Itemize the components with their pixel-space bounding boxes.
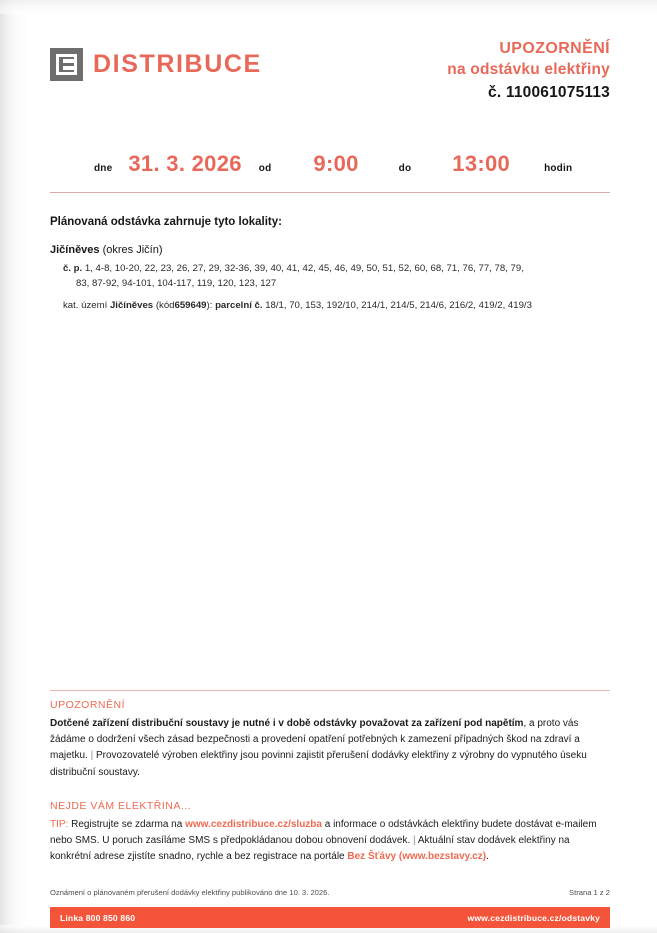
parcels-label: parcelní č.: [215, 300, 263, 312]
localities-section: [50, 216, 612, 314]
tip-link-bezstavy-name[interactable]: Bez Šťávy: [347, 851, 397, 863]
parcels-values: 18/1, 70, 153, 192/10, 214/1, 214/5, 214/6, 216/2, 419/2, 419/3: [265, 300, 532, 312]
warning-section: [50, 699, 610, 781]
cadastral-name: Jičíněves: [109, 300, 154, 312]
document-sheet: [30, 14, 627, 925]
label-to: do: [398, 163, 412, 174]
hotline-number: Linka 800 850 860: [60, 912, 136, 923]
house-numbers-label: č. p.: [63, 263, 83, 274]
footer-website[interactable]: www.cezdistribuce.cz/odstavky: [467, 912, 600, 923]
tip-text-1: Registrujte se zdarma na: [71, 819, 183, 830]
tip-text-3: Aktuální stav dodávek elektřiny na konkrétní adrese zjistíte snadno, rychle a bez registrace na portále: [50, 835, 570, 863]
brand-wordmark: DISTRIBUCE: [93, 50, 262, 78]
page-number: Strana 1 z 2: [569, 888, 610, 897]
cadastral-prefix: kat. území: [63, 300, 108, 312]
notice-title-line2: na odstávku elektřiny: [447, 60, 610, 78]
publication-note: Oznámení o plánovaném přerušení dodávky elektřiny publikováno dne 10. 3. 2026.: [50, 888, 330, 897]
label-from: od: [258, 163, 272, 174]
tip-text-4: .: [486, 851, 489, 863]
outage-date: 31. 3. 2026: [128, 151, 242, 176]
outage-schedule: [50, 151, 610, 193]
label-date: dne: [94, 163, 113, 174]
cadastral-code: 659649: [174, 300, 207, 312]
tip-section: [50, 800, 610, 866]
localities-title: Plánovaná odstávka zahrnuje tyto lokality:: [50, 216, 282, 228]
tip-text-2: a informace o odstávkách elektřiny budete dostávat e-mailem nebo SMS. U poruch zasíláme SMS s předpokládanou dobou obnovení dodávek.: [50, 819, 597, 847]
document-header: [50, 38, 610, 112]
notice-title-block: [447, 38, 610, 103]
house-numbers-block: [50, 262, 612, 291]
notice-number: č. 110061075113: [488, 83, 610, 101]
municipality-district: (okres Jičín): [102, 244, 163, 256]
tip-label: TIP:: [50, 819, 69, 830]
cadastral-code-suffix: ):: [206, 300, 213, 312]
warning-bold-text: Dotčené zařízení distribuční soustavy je nutné i v době odstávky považovat za zařízení pod napětím: [50, 718, 524, 729]
scan-edge-top: [0, 0, 657, 14]
scan-edge-left: [0, 0, 30, 933]
warning-separator: |: [90, 750, 94, 762]
cez-square-logo-icon: [50, 48, 83, 81]
cadastral-line: [50, 299, 612, 313]
footer-note-row: [50, 888, 610, 897]
schedule-divider: [50, 192, 610, 193]
notice-divider: [50, 690, 610, 691]
house-numbers-line-2: 83, 87-92, 94-101, 104-117, 119, 120, 123, 127: [76, 277, 277, 289]
tip-body: [50, 817, 610, 866]
house-numbers-values-1: 1, 4-8, 10-20, 22, 23, 26, 27, 29, 32-36, 39, 40, 41, 42, 45, 46, 49, 50, 51, 52, 60, 68, 71, 76, 77, 78, 79,: [84, 263, 524, 274]
warning-heading: UPOZORNĚNÍ: [50, 699, 126, 711]
warning-rest-text: , a proto vás žádáme o dodržení všech zásad bezpečnosti a provedení opatření potřebných k zamezení případných škod na zdraví a majetku.: [50, 718, 580, 762]
house-numbers-line-1: [50, 262, 612, 277]
notice-title-line1: UPOZORNĚNÍ: [499, 40, 610, 57]
tip-link-bezstavy-url[interactable]: (www.bezstavy.cz): [398, 851, 487, 863]
warning-second-text: Provozovatelé výroben elektřiny jsou povinni zajistit přerušení dodávky elektřiny z výrobny do vypnutého úseku distribuční soustavy.: [50, 750, 587, 778]
municipality-name: Jičíněves: [50, 244, 100, 256]
label-hours: hodin: [544, 163, 573, 174]
warning-body: [50, 716, 610, 781]
tip-link-sluzba[interactable]: www.cezdistribuce.cz/sluzba: [185, 819, 322, 830]
municipality-line: [50, 244, 612, 256]
brand-logo: [50, 48, 262, 81]
footer-contact-bar: [50, 907, 610, 928]
cadastral-code-label: (kód: [155, 300, 175, 312]
tip-heading: NEJDE VÁM ELEKTŘINA...: [50, 800, 192, 812]
tip-separator: |: [413, 835, 416, 847]
outage-time-to: 13:00: [452, 151, 511, 176]
outage-time-from: 9:00: [313, 151, 359, 176]
